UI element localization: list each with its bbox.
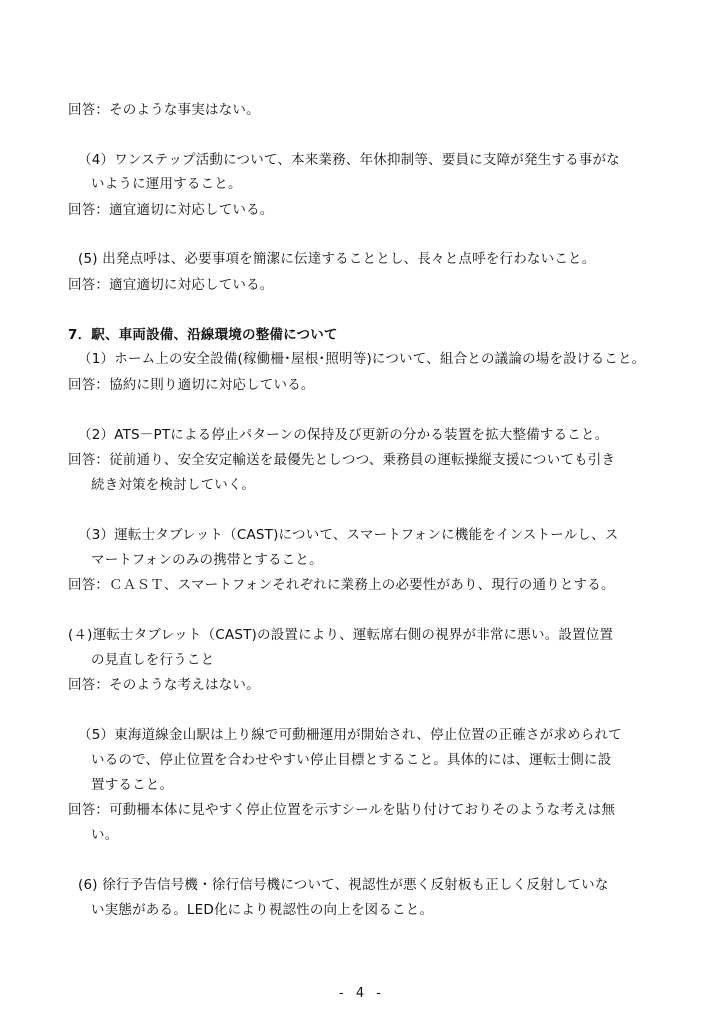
answer-text: 回答：協約に則り適切に対応している。 <box>68 377 315 393</box>
item-text-continued: マートフォンのみの携帯とすること。 <box>91 552 323 568</box>
item-text-continued: の見直しを行うこと <box>91 652 215 668</box>
item-text: (5) 出発点呼は、必要事項を簡潔に伝達することとし、長々と点呼を行わないこと。 <box>78 251 596 267</box>
item-text: （4）ワンステップ活動について、本来業務、年休抑制等、要員に支障が発生する事がな <box>78 152 620 168</box>
item-text: (４)運転士タブレット（CAST)の設置により、運転席右側の視界が非常に悪い。設置位置 <box>68 627 614 643</box>
answer-text: 回答：可動柵本体に見やすく停止位置を示すシールを貼り付けておりそのような考えは無 <box>68 802 616 818</box>
item-text: （3）運転士タブレット（CAST)について、スマートフォンに機能をインストールし、ス <box>78 527 619 543</box>
item-text: (6) 徐行予告信号機・徐行信号機について、視認性が悪く反射板も正しく反射していな <box>78 877 609 893</box>
page-number: - 4 - <box>339 986 385 1001</box>
answer-text-continued: い。 <box>91 827 119 843</box>
item-text-continued: い実態がある。LED化により視認性の向上を図ること。 <box>91 902 434 918</box>
answer-text: 回答：従前通り、安全安定輸送を最優先としつつ、乗務員の運転操縦支援についても引き <box>68 452 616 468</box>
item-text: （2）ATS－PTによる停止パターンの保持及び更新の分かる装置を拡大整備すること。 <box>78 427 609 443</box>
answer-text: 回答：適宜適切に対応している。 <box>68 277 274 293</box>
answer-text-continued: 続き対策を検討していく。 <box>91 477 256 493</box>
answer-text: 回答：そのような考えはない。 <box>68 677 260 693</box>
item-text-continued: いように運用すること。 <box>91 176 242 192</box>
answer-text: 回答：ＣＡＳＴ、スマートフォンそれぞれに業務上の必要性があり、現行の通りとする。 <box>68 577 615 593</box>
item-text-continued: いるので、停止位置を合わせやすい停止目標とすること。具体的には、運転士側に設 <box>91 752 612 768</box>
item-text: （1）ホーム上の安全設備(稼働柵･屋根･照明等)について、組合との議論の場を設けること。 <box>78 351 646 367</box>
answer-text: 回答：そのような事実はない。 <box>68 102 260 118</box>
item-text: （5）東海道線金山駅は上り線で可動柵運用が開始され、停止位置の正確さが求められて <box>78 727 622 743</box>
answer-text: 回答：適宜適切に対応している。 <box>68 202 274 218</box>
item-text-continued: 置すること。 <box>91 777 174 793</box>
section-heading: 7．駅、車両設備、沿線環境の整備について <box>68 327 338 343</box>
